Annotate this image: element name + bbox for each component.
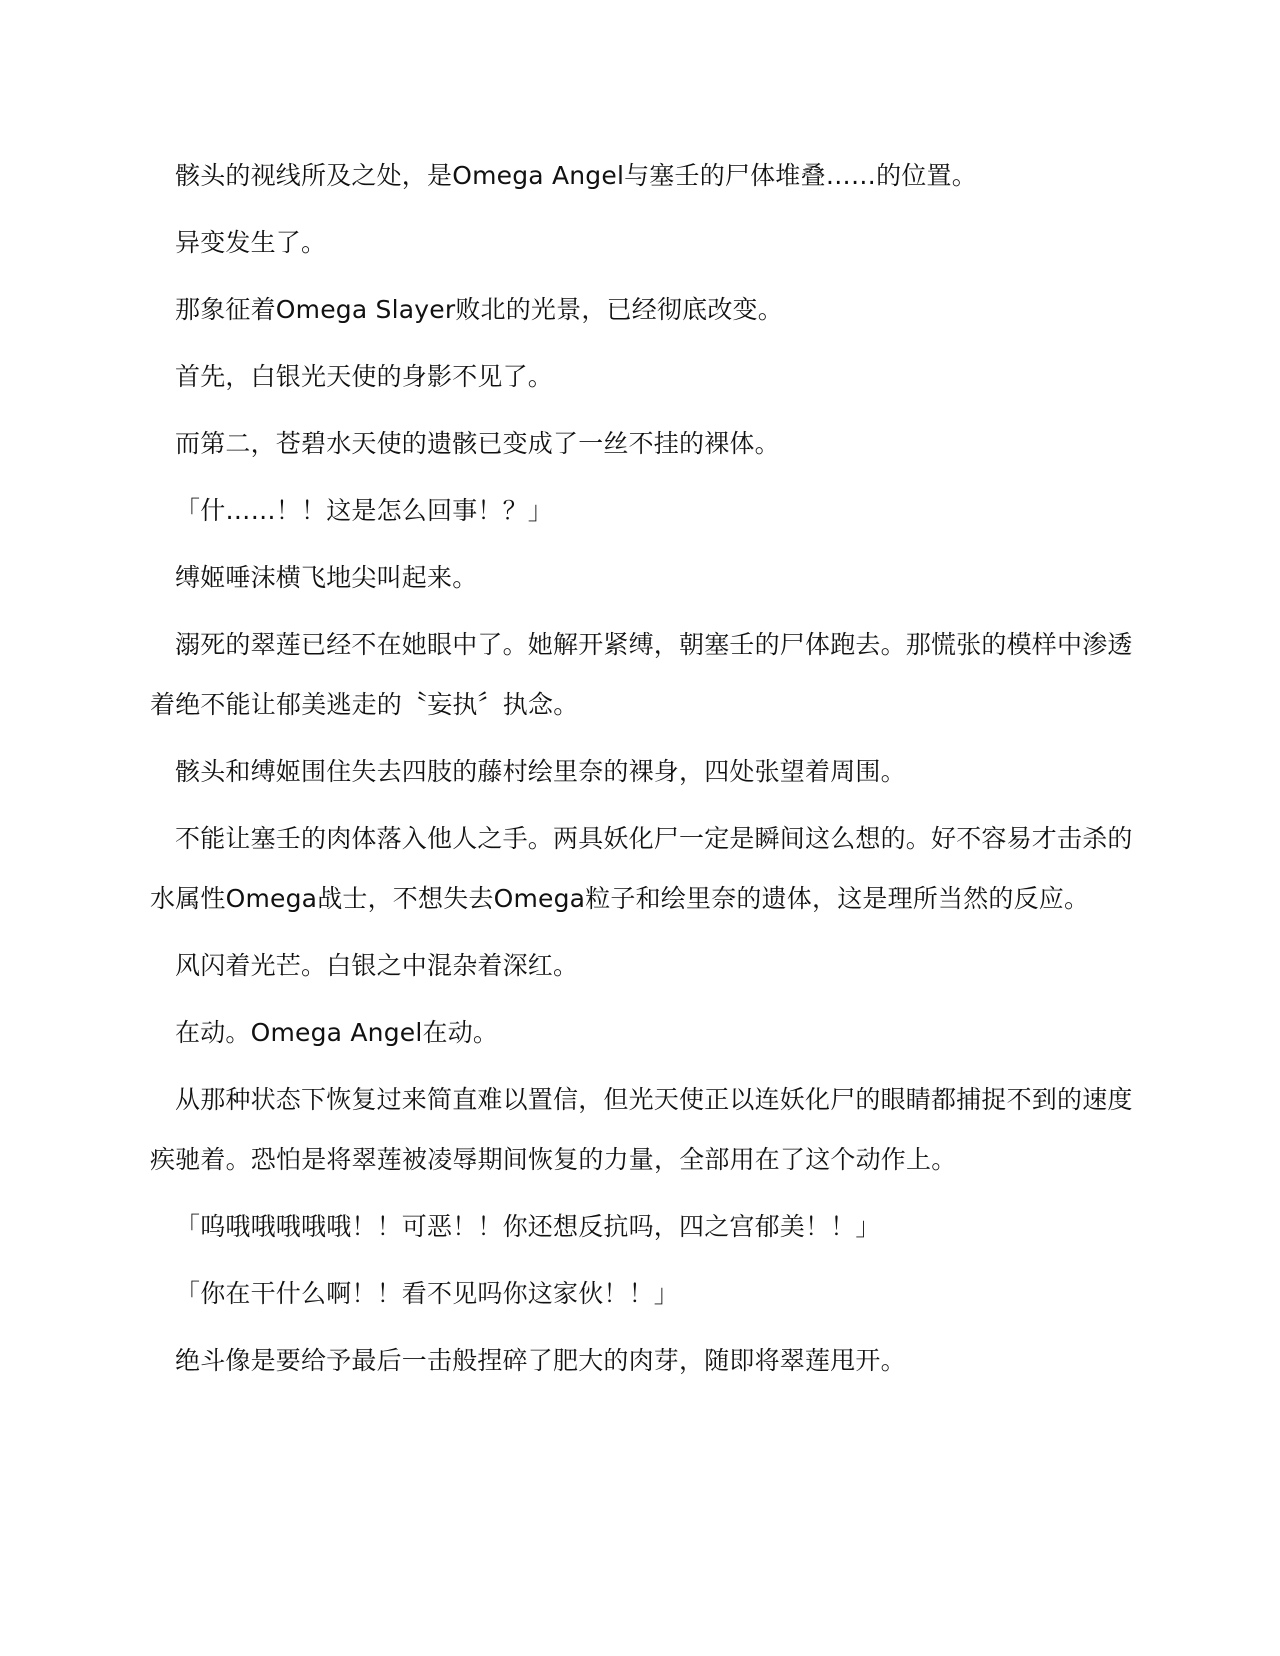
paragraph-4: 首先，白银光天使的身影不见了。 (175, 362, 554, 391)
paragraph-1: 骸头的视线所及之处，是Omega Angel与塞壬的尸体堆叠……的位置。 (175, 161, 977, 190)
paragraph-3: 那象征着Omega Slayer败北的光景，已经彻底改变。 (175, 295, 783, 324)
paragraph-5: 而第二，苍碧水天使的遗骸已变成了一丝不挂的裸体。 (175, 429, 780, 458)
paragraph-2: 异变发生了。 (175, 228, 327, 257)
paragraph-10: 不能让塞壬的肉体落入他人之手。两具妖化尸一定是瞬间这么想的。好不容易才击杀的水属性Omega战士，不想失去Omega粒子和绘里奈的遗体，这是理所当然的反应。 (150, 824, 1133, 913)
paragraph-7: 缚姬唾沫横飞地尖叫起来。 (175, 563, 478, 592)
paragraph-9: 骸头和缚姬围住失去四肢的藤村绘里奈的裸身，四处张望着周围。 (175, 757, 906, 786)
paragraph-14: 「呜哦哦哦哦哦！！可恶！！你还想反抗吗，四之宫郁美！！」 (175, 1212, 881, 1241)
paragraph-8: 溺死的翠莲已经不在她眼中了。她解开紧缚，朝塞壬的尸体跑去。那慌张的模样中渗透着绝不能让郁美逃走的〝妄执〞执念。 (150, 630, 1133, 719)
body-text (150, 146, 1140, 1398)
paragraph-16: 绝斗像是要给予最后一击般捏碎了肥大的肉芽，随即将翠莲甩开。 (175, 1346, 906, 1375)
paragraph-15: 「你在干什么啊！！看不见吗你这家伙！！」 (175, 1279, 680, 1308)
paragraph-12: 在动。Omega Angel在动。 (175, 1018, 499, 1047)
paragraph-13: 从那种状态下恢复过来简直难以置信，但光天使正以连妖化尸的眼睛都捕捉不到的速度疾驰着。恐怕是将翠莲被凌辱期间恢复的力量，全部用在了这个动作上。 (150, 1085, 1133, 1174)
paragraph-6: 「什……！！这是怎么回事！？」 (175, 496, 554, 525)
paragraph-11: 风闪着光芒。白银之中混杂着深红。 (175, 951, 579, 980)
